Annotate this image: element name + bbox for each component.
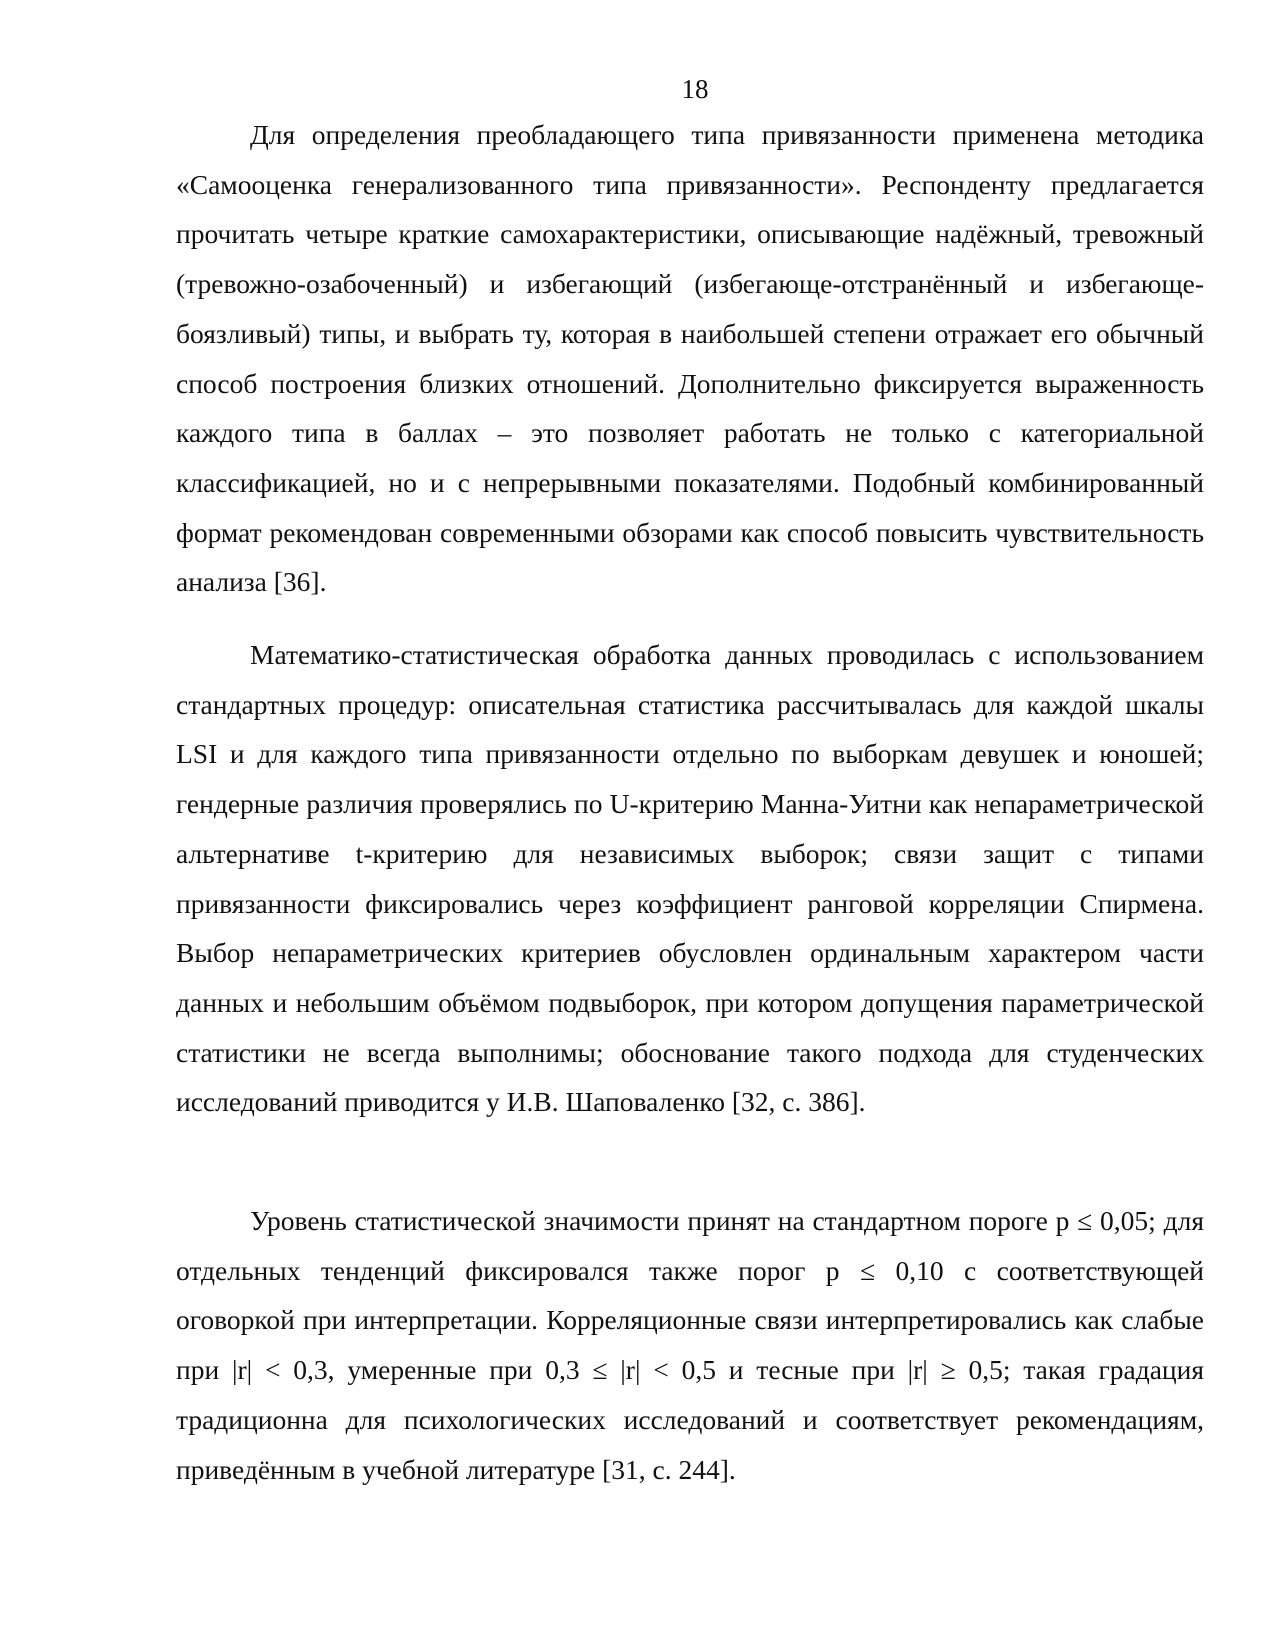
paragraph-text: Уровень статистической значимости принят на стандартном пороге p ≤ 0,05; для отдельных тенденций фиксировался также порог p ≤ 0,10 с соответствующей оговоркой при интерпретации. Корреляционные связи интерпретировались как слабые при |r| < 0,3, умеренные при 0,3 ≤ |r| < 0,5 и тесные при |r| ≥ 0,5; такая градация традиционна для психологических исследований и соответствует рекомендациям, приведённым в учебной литературе [31, с. 244].	[176, 1205, 1204, 1485]
paragraph-text: Для определения преобладающего типа привязанности применена методика «Самооценка генерализованного типа привязанности». Респонденту предлагается прочитать четыре краткие самохарактеристики, описывающие надёжный, тревожный (тревожно-озабоченный) и избегающий (избегающе-отстранённый и избегающе-боязливый) типы, и выбрать ту, которая в наибольшей степени отражает его обычный способ построения близких отношений. Дополнительно фиксируется выраженность каждого типа в баллах – это позволяет работать не только с категориальной классификацией, но и с непрерывными показателями. Подобный комбинированный формат рекомендован современными обзорами как способ повысить чувствительность анализа [36].	[176, 119, 1204, 598]
page-number: 18	[681, 74, 709, 104]
paragraph-significance-level	[176, 1196, 1204, 1494]
paragraph-statistical-processing	[176, 630, 1204, 1127]
paragraph-text: Математико-статистическая обработка данных проводилась с использованием стандартных процедур: описательная статистика рассчитывалась для каждой шкалы LSI и для каждого типа привязанности отдельно по выборкам девушек и юношей; гендерные различия проверялись по U-критерию Манна-Уитни как непараметрической альтернативе t-критерию для независимых выборок; связи защит с типами привязанности фиксировались через коэффициент ранговой корреляции Спирмена. Выбор непараметрических критериев обусловлен ординальным характером части данных и небольшим объёмом подвыборок, при котором допущения параметрической статистики не всегда выполнимы; обоснование такого подхода для студенческих исследований приводится у И.В. Шаповаленко [32, с. 386].	[176, 639, 1204, 1118]
paragraph-attachment-method	[176, 110, 1204, 607]
